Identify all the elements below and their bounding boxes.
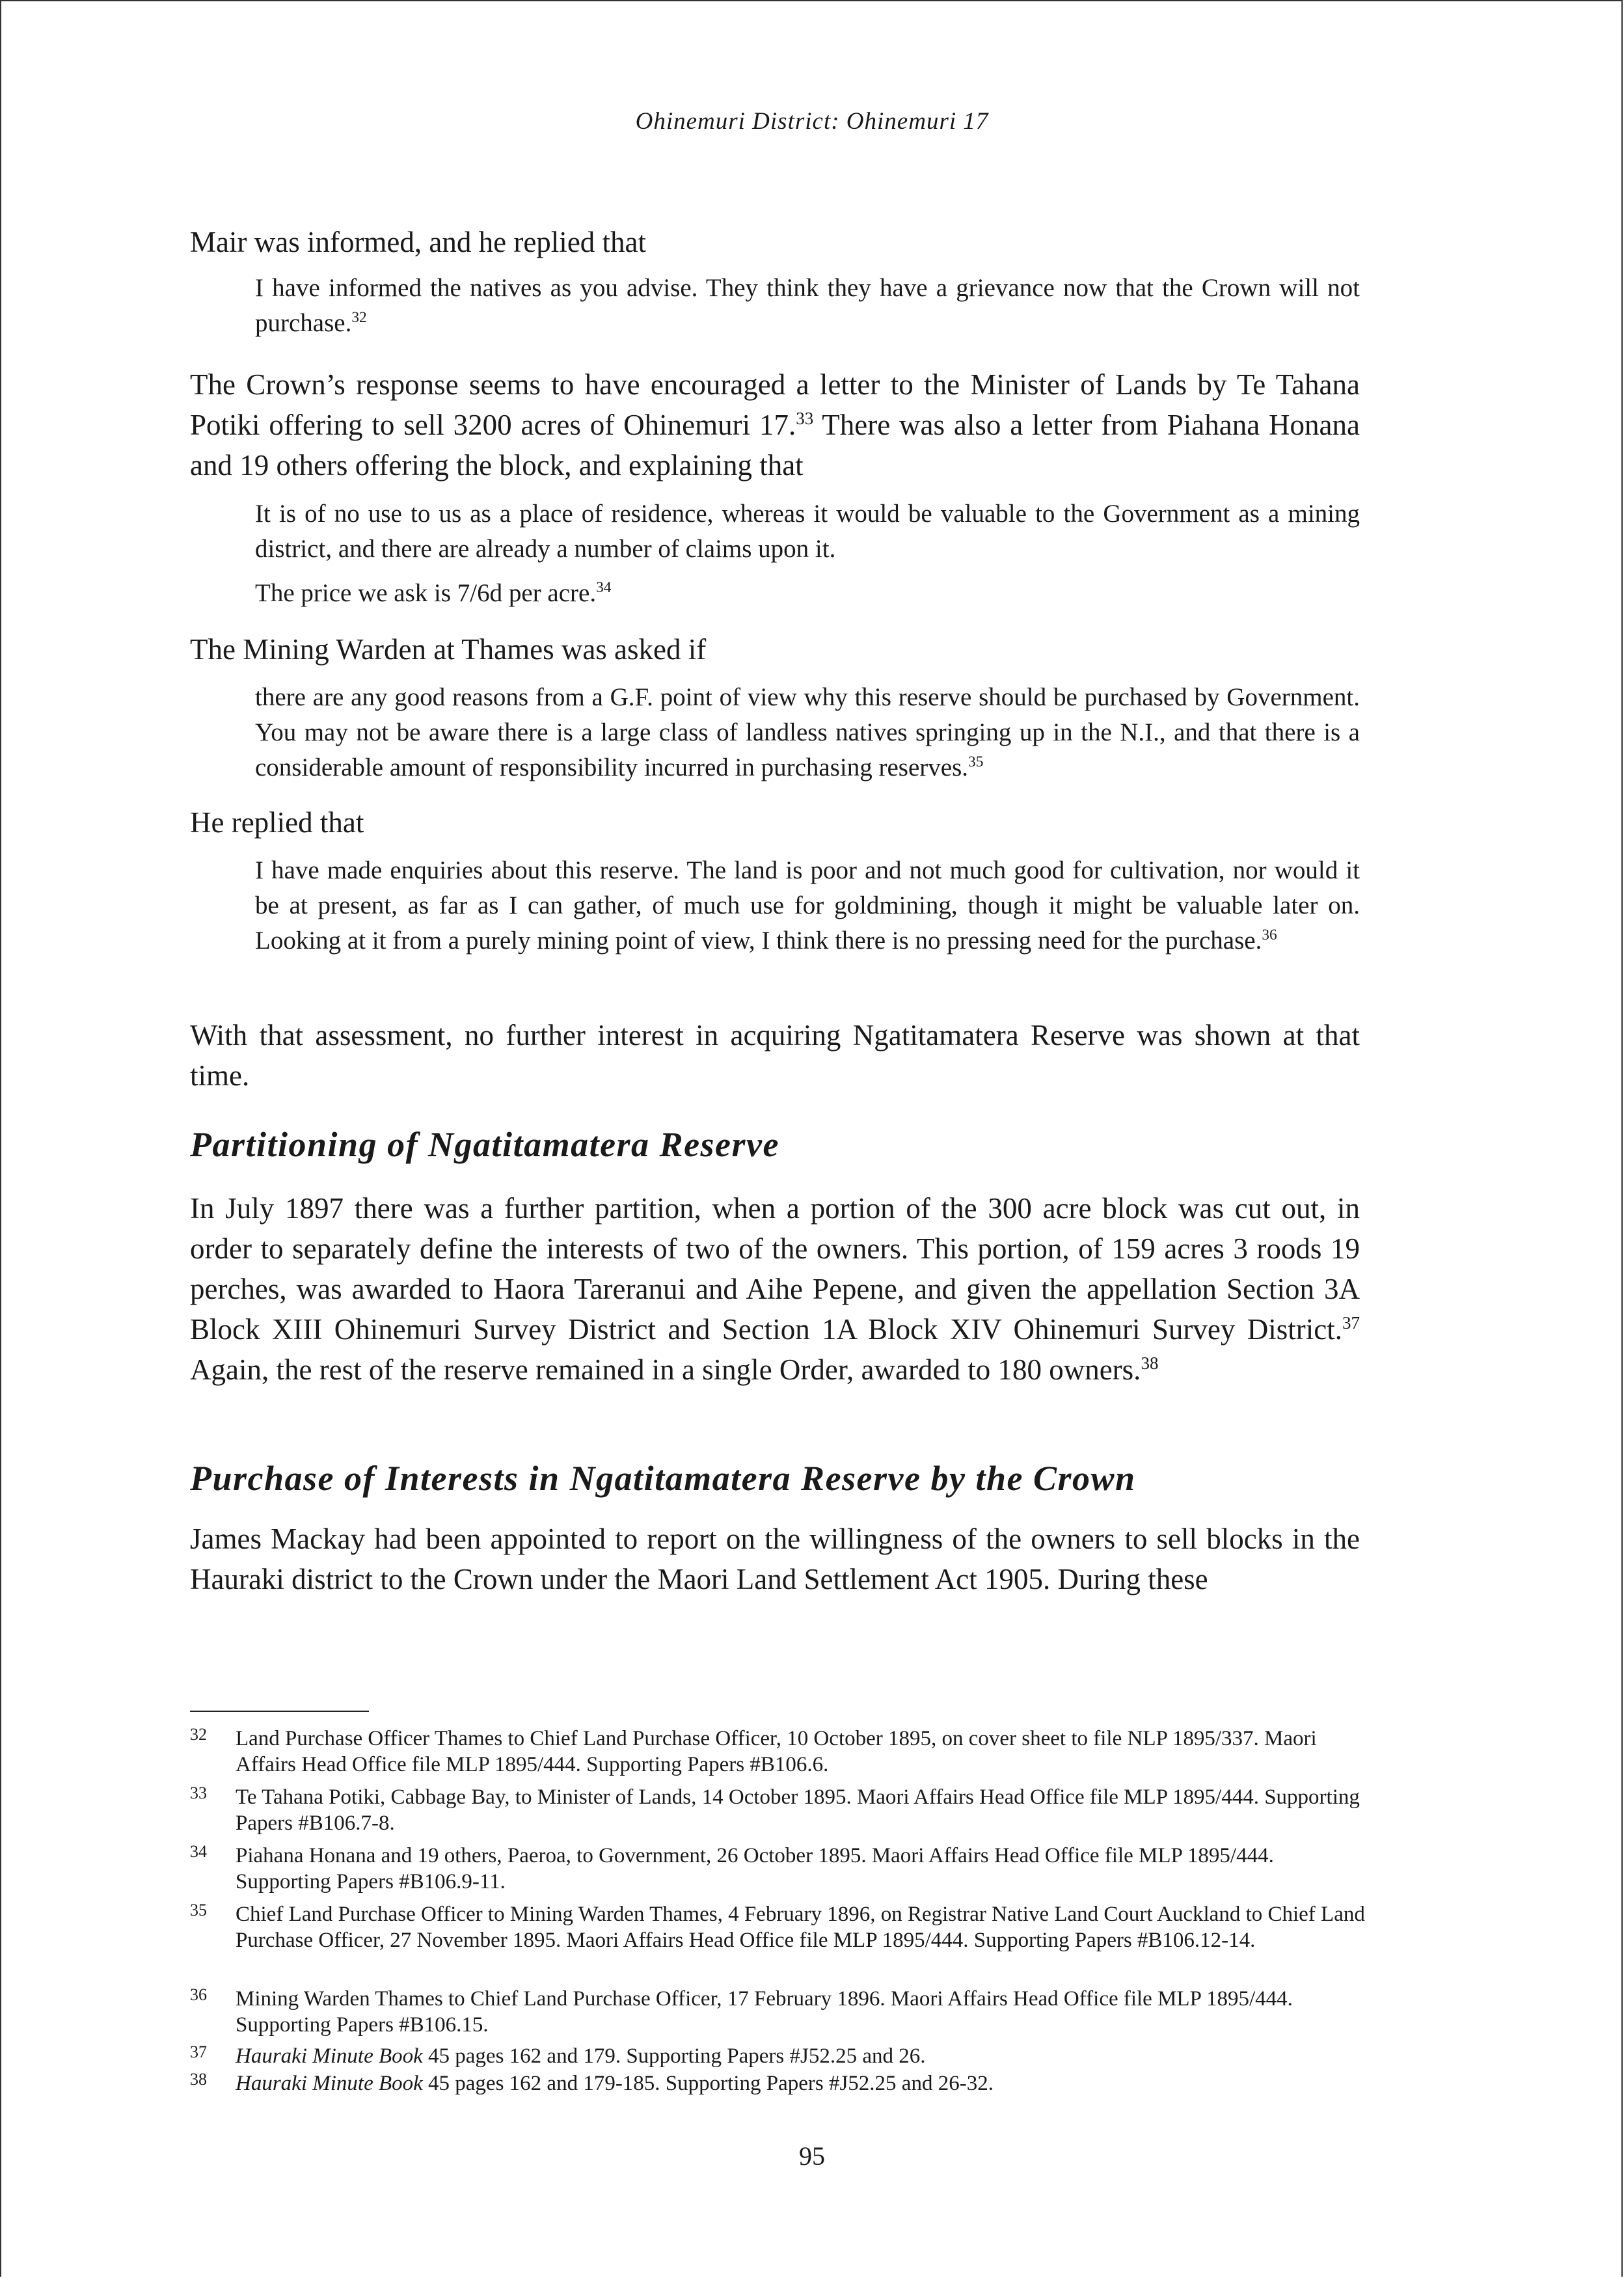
footnote-text: Land Purchase Officer Thames to Chief Land Purchase Officer, 10 October 1895, on cover sheet to file NLP 1895/337. Maori Affairs Head Office file MLP 1895/444. Supporting Papers #B106.6.: [236, 1727, 1317, 1776]
section-heading-partitioning: Partitioning of Ngatitamatera Reserve: [190, 1125, 779, 1164]
quote-text: I have informed the natives as you advise. They think they have a grievance now that the Crown will not purchase.: [255, 274, 1360, 337]
footnote-text-rest: 45 pages 162 and 179-185. Supporting Papers #J52.25 and 26-32.: [422, 2072, 994, 2095]
footnote-text: [236, 2070, 1368, 2096]
footnote-number: 33: [190, 1783, 207, 1802]
footnote-number: 35: [190, 1901, 207, 1919]
footnote-text: Piahana Honana and 19 others, Paeroa, to Government, 26 October 1895. Maori Affairs Head Office file MLP 1895/444. Supporting Papers #B106.9-11.: [236, 1844, 1274, 1893]
footnote-ref: 38: [1141, 1353, 1159, 1373]
quote-text: I have made enquiries about this reserve. The land is poor and not much good for cultivation, nor would it be at present, as far as I can gather, of much use for goldmining, though it might be valuable later on. Looking at it from a purely mining point of view, I think there is no pressing need for the purchase.: [255, 856, 1360, 955]
paragraph-mackay: James Mackay had been appointed to report on the willingness of the owners to sell blocks in the Hauraki district to the Crown under the Maori Land Settlement Act 1905. During these: [190, 1523, 1360, 1595]
footnote-ref: 34: [596, 579, 612, 596]
quote-price: [255, 576, 1360, 611]
footnote-number: 37: [190, 2042, 207, 2061]
footnote-text: Te Tahana Potiki, Cabbage Bay, to Minister of Lands, 14 October 1895. Maori Affairs Head Office file MLP 1895/444. Supporting Papers #B106.7-8.: [236, 1785, 1360, 1835]
footnote-title: Hauraki Minute Book: [236, 2072, 423, 2095]
footnote-text-rest: 45 pages 162 and 179. Supporting Papers #J52.25 and 26.: [422, 2044, 926, 2068]
quote-mair: [255, 271, 1360, 341]
footnote-ref: 36: [1262, 927, 1277, 943]
paragraph-partition: [190, 1188, 1360, 1390]
quote-warden-reply: [255, 853, 1360, 958]
footnote-ref: 37: [1342, 1313, 1360, 1333]
footnote-title: Hauraki Minute Book: [236, 2044, 423, 2068]
paragraph-text: There was also a letter from Piahana Honana and 19 others offering the block, and explaining that: [190, 409, 1360, 481]
quote-text: The price we ask is 7/6d per acre.: [255, 579, 597, 607]
paragraph-text: In July 1897 there was a further partition, when a portion of the 300 acre block was cut out, in order to separately define the interests of two of the owners. This portion, of 159 acres 3 roods 19 perches, was awarded to Haora Tareranui and Aihe Pepene, and given the appellation Section 3A Block XIII Ohinemuri Survey District and Section 1A Block XIV Ohinemuri Survey District.: [190, 1192, 1360, 1346]
running-head: Ohinemuri District: Ohinemuri 17: [635, 108, 989, 135]
quote-piahana: It is of no use to us as a place of residence, whereas it would be valuable to the Government as a mining district, and there are already a number of claims upon it.: [255, 500, 1360, 563]
section-heading-purchase: Purchase of Interests in Ngatitamatera Reserve by the Crown: [190, 1459, 1136, 1498]
footnote-number: 38: [190, 2070, 207, 2089]
paragraph-he-replied: He replied that: [190, 806, 364, 839]
footnote-number: 36: [190, 1985, 207, 2004]
footnote-text: Mining Warden Thames to Chief Land Purchase Officer, 17 February 1896. Maori Affairs Head Office file MLP 1895/444. Supporting Papers #B106.15.: [236, 1987, 1293, 2037]
paragraph-mining-warden: The Mining Warden at Thames was asked if: [190, 633, 707, 666]
footnote-text: Chief Land Purchase Officer to Mining Warden Thames, 4 February 1896, on Registrar Native Land Court Auckland to Chief Land Purchase Officer, 27 November 1895. Maori Affairs Head Office file MLP 1895/444. Supporting Papers #B106.12-14.: [236, 1903, 1365, 1952]
paragraph-text: Again, the rest of the reserve remained in a single Order, awarded to 180 owners.: [190, 1353, 1141, 1386]
page-number: 95: [799, 2141, 825, 2171]
footnote-rule: [190, 1711, 369, 1712]
paragraph-assessment: With that assessment, no further interest in acquiring Ngatitamatera Reserve was shown at that time.: [190, 1019, 1360, 1092]
footnote-number: 34: [190, 1842, 207, 1861]
footnote-ref: 32: [351, 309, 367, 326]
footnote-number: 32: [190, 1725, 207, 1744]
paragraph-text: The Crown’s response seems to have encouraged a letter to the Minister of Lands by Te Tahana Potiki offering to sell 3200 acres of Ohinemuri 17.: [190, 368, 1360, 441]
footnote-text: [236, 2043, 1368, 2069]
quote-text: there are any good reasons from a G.F. point of view why this reserve should be purchased by Government. You may not be aware there is a large class of landless natives springing up in the N.I., and that there is a considerable amount of responsibility incurred in purchasing reserves.: [255, 683, 1360, 781]
paragraph-mair: Mair was informed, and he replied that: [190, 226, 647, 258]
quote-warden-question: [255, 680, 1360, 785]
paragraph-crown-response: [190, 364, 1360, 485]
footnote-ref: 35: [968, 753, 984, 770]
footnote-ref: 33: [796, 409, 814, 428]
